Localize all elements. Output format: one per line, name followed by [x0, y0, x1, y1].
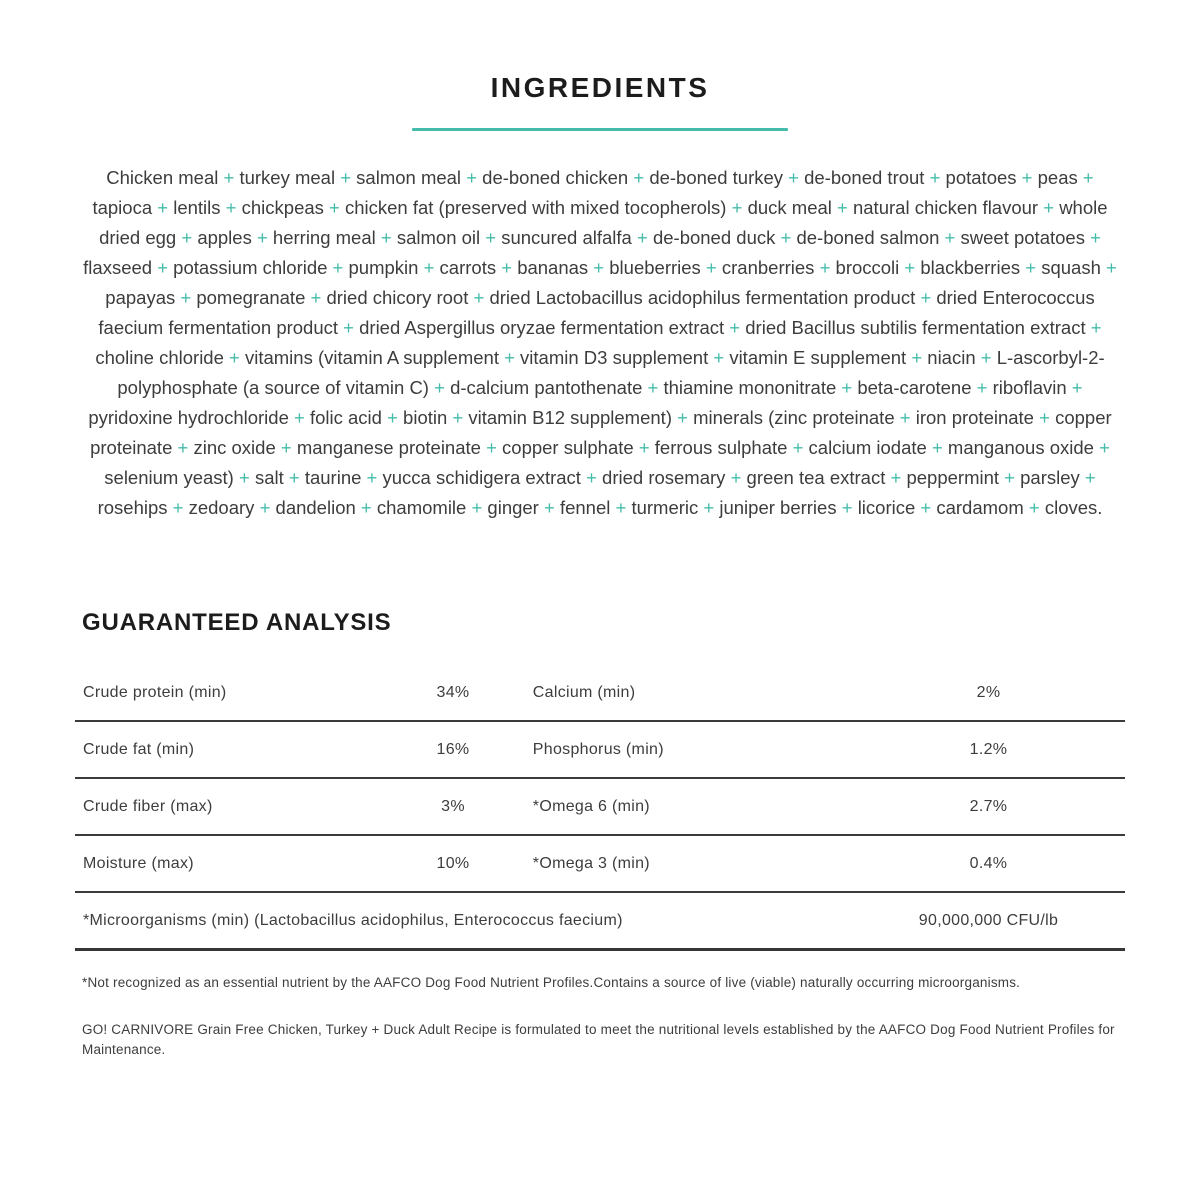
plus-separator: + [671, 407, 694, 428]
ingredient-item: peas [1037, 167, 1078, 188]
ingredient-item: potassium chloride [173, 257, 328, 278]
analysis-row [75, 836, 1125, 893]
analysis-label: Phosphorus (min) [532, 740, 664, 758]
ingredient-item: blackberries [920, 257, 1021, 278]
plus-separator: + [233, 467, 255, 488]
ingredient-item: parsley [1020, 467, 1080, 488]
plus-separator: + [152, 197, 174, 218]
plus-separator: + [633, 437, 655, 458]
ingredient-item: herring meal [272, 227, 376, 248]
plus-separator: + [814, 257, 836, 278]
plus-separator: + [915, 287, 937, 308]
ingredient-item: d-calcium pantothenate [450, 377, 643, 398]
microorganisms-row [75, 893, 1125, 951]
ingredient-item: dried chicory root [326, 287, 469, 308]
ingredient-item: manganous oxide [947, 437, 1094, 458]
guaranteed-analysis-title: GUARANTEED ANALYSIS [82, 609, 392, 636]
plus-separator: + [218, 167, 240, 188]
plus-separator: + [724, 317, 746, 338]
plus-separator: + [787, 437, 809, 458]
plus-separator: + [783, 167, 805, 188]
plus-separator: + [726, 197, 748, 218]
plus-separator: + [915, 497, 937, 518]
plus-separator: + [1033, 407, 1056, 428]
ingredients-panel [75, 0, 1125, 1060]
ingredient-item: dried Lactobacillus acidophilus fermentation product [489, 287, 916, 308]
plus-separator: + [418, 257, 440, 278]
ingredients-title: INGREDIENTS [490, 72, 710, 103]
microorganisms-value: 90,000,000 CFU/lb [918, 911, 1059, 929]
ingredient-item: whole dried egg [99, 197, 1108, 248]
plus-separator: + [1093, 437, 1110, 458]
plus-separator: + [1077, 167, 1094, 188]
plus-separator: + [283, 467, 305, 488]
ingredient-item: tapioca [92, 197, 153, 218]
plus-separator: + [468, 287, 490, 308]
plus-separator: + [327, 257, 349, 278]
recipe-statement: GO! CARNIVORE Grain Free Chicken, Turkey + Duck Adult Recipe is formulated to meet the nutritional levels established by the AAFCO Dog Food Nutrient Profiles for Maintenance. [82, 1022, 1115, 1057]
plus-separator: + [335, 167, 357, 188]
plus-separator: + [725, 467, 747, 488]
ingredient-item: bananas [517, 257, 589, 278]
plus-separator: + [254, 497, 276, 518]
ingredient-item: beta-carotene [857, 377, 972, 398]
ingredient-item: ginger [487, 497, 539, 518]
ingredient-item: cloves. [1044, 497, 1103, 518]
plus-separator: + [924, 167, 946, 188]
ingredient-item: cranberries [721, 257, 815, 278]
plus-separator: + [1085, 317, 1102, 338]
analysis-value: 10% [436, 854, 470, 872]
plus-separator: + [361, 467, 383, 488]
ingredient-item: calcium iodate [808, 437, 927, 458]
plus-separator: + [580, 467, 603, 488]
plus-separator: + [775, 227, 797, 248]
ingredient-item: blueberries [609, 257, 701, 278]
ingredient-item: lentils [173, 197, 221, 218]
plus-separator: + [480, 437, 503, 458]
ingredient-item: broccoli [835, 257, 900, 278]
plus-separator: + [836, 497, 858, 518]
plus-separator: + [288, 407, 310, 428]
plus-separator: + [894, 407, 916, 428]
microorganisms-label: *Microorganisms (min) (Lactobacillus acidophilus, Enterococcus faecium) [83, 911, 623, 929]
ingredient-item: peppermint [906, 467, 1000, 488]
ingredients-list [75, 163, 1125, 523]
plus-separator: + [428, 377, 451, 398]
ingredient-item: pyridoxine hydrochloride [88, 407, 289, 428]
plus-separator: + [628, 167, 650, 188]
ingredient-item: chicken fat (preserved with mixed tocopherols) [344, 197, 727, 218]
plus-separator: + [338, 317, 360, 338]
plus-separator: + [700, 257, 722, 278]
plus-separator: + [305, 287, 327, 308]
ingredient-item: zinc oxide [193, 437, 276, 458]
analysis-value: 34% [436, 683, 470, 701]
plus-separator: + [1100, 257, 1117, 278]
plus-separator: + [836, 377, 858, 398]
plus-separator: + [275, 437, 297, 458]
ingredient-item: natural chicken flavour [852, 197, 1039, 218]
analysis-row [75, 779, 1125, 836]
ingredient-item: de-boned duck [652, 227, 776, 248]
title-underline [412, 128, 788, 131]
plus-separator: + [1023, 497, 1045, 518]
ingredient-item: de-boned trout [804, 167, 925, 188]
ingredient-item: turmeric [631, 497, 699, 518]
ingredient-item: chamomile [376, 497, 467, 518]
ingredient-item: dried Bacillus subtilis fermentation extract [745, 317, 1086, 338]
ingredient-item: juniper berries [719, 497, 837, 518]
ingredient-item: carrots [439, 257, 497, 278]
ingredient-item: manganese proteinate [296, 437, 481, 458]
ingredient-item: thiamine mononitrate [663, 377, 837, 398]
plus-separator: + [480, 227, 502, 248]
ingredient-item: sweet potatoes [960, 227, 1085, 248]
plus-separator: + [885, 467, 907, 488]
plus-separator: + [176, 227, 198, 248]
plus-separator: + [975, 347, 997, 368]
ingredient-item: papayas [105, 287, 176, 308]
plus-separator: + [461, 167, 483, 188]
plus-separator: + [355, 497, 377, 518]
ingredient-item: minerals (zinc proteinate [693, 407, 895, 428]
ingredient-item: flaxseed [83, 257, 153, 278]
ingredient-item: vitamins (vitamin A supplement [244, 347, 499, 368]
plus-separator: + [1038, 197, 1060, 218]
ingredient-item: squash [1041, 257, 1101, 278]
plus-separator: + [610, 497, 632, 518]
plus-separator: + [375, 227, 397, 248]
plus-separator: + [1066, 377, 1083, 398]
ingredient-item: copper proteinate [90, 407, 1112, 458]
plus-separator: + [1016, 167, 1038, 188]
plus-separator: + [175, 287, 197, 308]
ingredient-item: rosehips [97, 497, 168, 518]
plus-separator: + [251, 227, 273, 248]
ingredient-item: de-boned turkey [649, 167, 784, 188]
plus-separator: + [999, 467, 1021, 488]
ingredient-item: riboflavin [992, 377, 1067, 398]
ingredient-item: selenium yeast) [104, 467, 234, 488]
ingredient-item: pomegranate [196, 287, 306, 308]
ingredient-item: ferrous sulphate [654, 437, 788, 458]
ingredient-item: yucca schidigera extract [382, 467, 581, 488]
plus-separator: + [899, 257, 921, 278]
plus-separator: + [588, 257, 610, 278]
analysis-label: Crude fat (min) [83, 740, 195, 758]
plus-separator: + [498, 347, 521, 368]
ingredient-item: suncured alfalfa [501, 227, 632, 248]
plus-separator: + [1079, 467, 1096, 488]
ingredient-item: vitamin E supplement [729, 347, 907, 368]
ingredient-item: vitamin D3 supplement [520, 347, 709, 368]
ingredient-item: biotin [403, 407, 448, 428]
analysis-label: *Omega 6 (min) [532, 797, 650, 815]
ingredient-item: dandelion [275, 497, 356, 518]
ingredient-item: zedoary [188, 497, 255, 518]
analysis-value: 2.7% [969, 797, 1008, 815]
ingredient-item: niacin [927, 347, 976, 368]
ingredient-item: salt [254, 467, 284, 488]
ingredient-item: fennel [559, 497, 611, 518]
ingredient-item: potatoes [945, 167, 1017, 188]
ingredient-item: dried Enterococcus faecium fermentation product [98, 287, 1095, 338]
plus-separator: + [698, 497, 720, 518]
analysis-value: 2% [976, 683, 1001, 701]
analysis-value: 3% [441, 797, 465, 815]
plus-separator: + [1020, 257, 1042, 278]
ingredient-item: vitamin B12 supplement) [468, 407, 672, 428]
ingredient-item: duck meal [747, 197, 832, 218]
plus-separator: + [496, 257, 518, 278]
analysis-label: Calcium (min) [532, 683, 636, 701]
ingredient-item: copper sulphate [502, 437, 634, 458]
ingredient-item: iron proteinate [915, 407, 1034, 428]
ingredient-item: salmon oil [396, 227, 481, 248]
ingredient-item: folic acid [309, 407, 382, 428]
ingredient-item: taurine [304, 467, 362, 488]
analysis-label: Crude fiber (max) [83, 797, 213, 815]
plus-separator: + [831, 197, 853, 218]
ingredient-item: Chicken meal [106, 167, 219, 188]
plus-separator: + [220, 197, 242, 218]
plus-separator: + [466, 497, 488, 518]
analysis-label: Crude protein (min) [83, 683, 227, 701]
plus-separator: + [906, 347, 928, 368]
plus-separator: + [971, 377, 993, 398]
plus-separator: + [381, 407, 404, 428]
ingredient-item: chickpeas [241, 197, 324, 218]
ingredient-item: choline chloride [95, 347, 224, 368]
ingredient-item: cardamom [936, 497, 1024, 518]
analysis-value: 1.2% [969, 740, 1008, 758]
plus-separator: + [631, 227, 653, 248]
plus-separator: + [167, 497, 189, 518]
ingredient-item: dried Aspergillus oryzae fermentation extract [359, 317, 725, 338]
plus-separator: + [939, 227, 961, 248]
analysis-label: *Omega 3 (min) [532, 854, 650, 872]
plus-separator: + [223, 347, 245, 368]
aafco-footnote: *Not recognized as an essential nutrient by the AAFCO Dog Food Nutrient Profiles.Contains a source of live (viable) naturally occurring microorganisms. [82, 975, 1021, 990]
plus-separator: + [642, 377, 664, 398]
ingredient-item: green tea extract [746, 467, 886, 488]
analysis-row [75, 722, 1125, 779]
plus-separator: + [152, 257, 174, 278]
ingredient-item: turkey meal [239, 167, 336, 188]
plus-separator: + [447, 407, 469, 428]
analysis-value: 16% [436, 740, 470, 758]
ingredient-item: L-ascorbyl-2-polyphosphate (a source of vitamin C) [117, 347, 1105, 398]
plus-separator: + [323, 197, 345, 218]
ingredient-item: salmon meal [356, 167, 462, 188]
plus-separator: + [172, 437, 194, 458]
plus-separator: + [1084, 227, 1101, 248]
ingredient-item: de-boned chicken [482, 167, 629, 188]
plus-separator: + [538, 497, 560, 518]
analysis-row [75, 665, 1125, 722]
ingredient-item: apples [197, 227, 252, 248]
ingredient-item: pumpkin [348, 257, 419, 278]
guaranteed-analysis-table [75, 665, 1125, 951]
analysis-label: Moisture (max) [83, 854, 194, 872]
ingredient-item: de-boned salmon [796, 227, 940, 248]
analysis-value: 0.4% [969, 854, 1008, 872]
ingredient-item: licorice [857, 497, 916, 518]
plus-separator: + [708, 347, 730, 368]
plus-separator: + [926, 437, 948, 458]
ingredient-item: dried rosemary [602, 467, 726, 488]
